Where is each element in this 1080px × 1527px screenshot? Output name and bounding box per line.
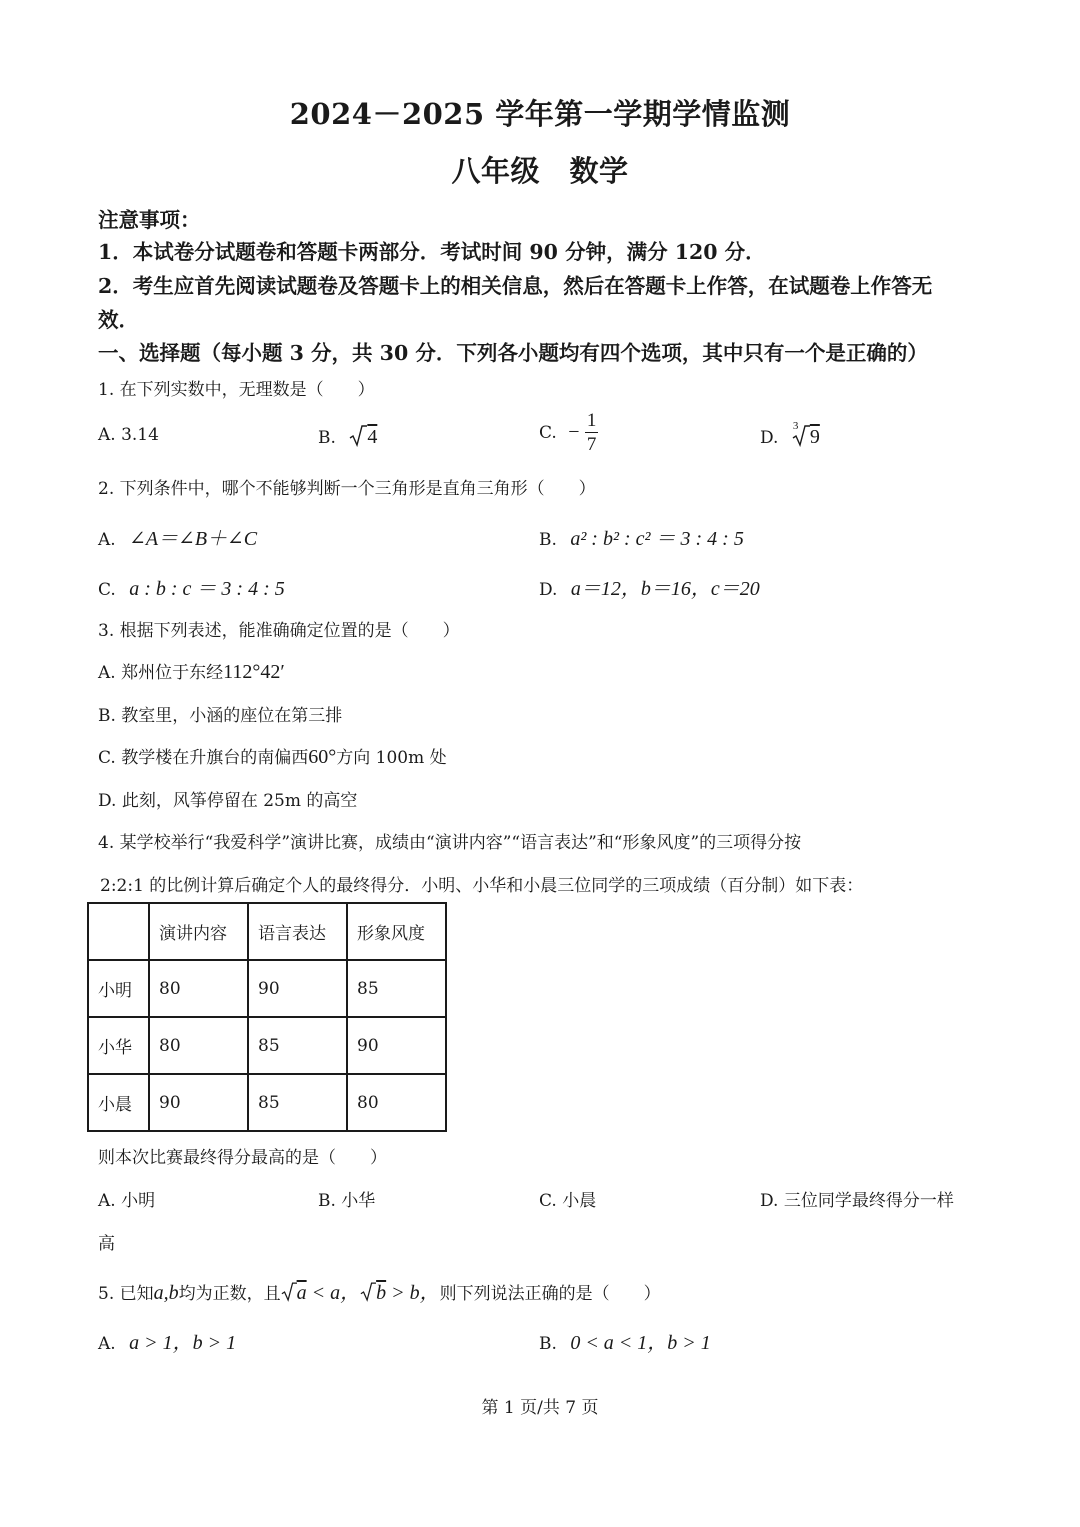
q1-option-d-radicand: 9 bbox=[809, 426, 820, 448]
q5-condition-1-rest: < a， bbox=[311, 1282, 361, 1304]
q5-stem-post: 则下列说法正确的是（ ） bbox=[439, 1284, 661, 1304]
q1-option-d-index: 3 bbox=[792, 420, 799, 432]
q2-option-b-expr: a² : b² : c² ＝ 3 : 4 : 5 bbox=[570, 528, 744, 550]
q4-question: 则本次比赛最终得分最高的是（ ） bbox=[98, 1148, 387, 1168]
q3-option-c-math: 60° bbox=[308, 746, 337, 768]
score-table-header: 演讲内容 bbox=[149, 903, 248, 960]
q4-option-d: D. 三位同学最终得分一样 bbox=[760, 1191, 954, 1211]
note-item-2: 2．考生应首先阅读试题卷及答题卡上的相关信息，然后在答题卡上作答，在试题卷上作答无 bbox=[98, 274, 933, 298]
q1-option-b-radicand: 4 bbox=[367, 426, 378, 448]
q2-option-d-expr: a＝12，b＝16，c＝20 bbox=[570, 578, 760, 600]
q2-option-b-label: B. bbox=[539, 530, 557, 550]
table-cell: 90 bbox=[248, 960, 347, 1017]
q5-option-a-expr: a > 1，b > 1 bbox=[129, 1332, 237, 1354]
q3-option-d: D. 此刻，风筝停留在 25m 的高空 bbox=[98, 791, 358, 811]
score-table-corner bbox=[88, 903, 149, 960]
exam-title: 2024－2025 学年第一学期学情监测 bbox=[289, 97, 791, 131]
q5-condition-2-radicand: $\overline{b}$ bbox=[376, 1282, 387, 1304]
q2-option-c-label: C. bbox=[98, 580, 116, 600]
q1-option-c-denominator: 7 bbox=[586, 433, 597, 455]
q5-stem bbox=[98, 1276, 661, 1305]
q2-option-d bbox=[539, 572, 760, 601]
q5-stem-vars: a,b bbox=[153, 1282, 179, 1304]
q5-stem-pre: 5. 已知 bbox=[98, 1284, 154, 1304]
q3-option-a-math: 112°42′ bbox=[223, 661, 285, 683]
q4-option-b: B. 小华 bbox=[318, 1191, 376, 1211]
q4-option-c: C. 小晨 bbox=[539, 1191, 597, 1211]
table-cell-name: 小明 bbox=[88, 960, 149, 1017]
q1-option-c bbox=[539, 411, 598, 455]
q1-option-a: A. 3.14 bbox=[98, 425, 159, 445]
q2-option-b bbox=[539, 522, 744, 551]
score-table bbox=[87, 902, 447, 1132]
table-row bbox=[88, 960, 446, 1017]
exam-subtitle: 八年级 数学 bbox=[451, 154, 629, 188]
q3-option-a-text: A. 郑州位于东经 bbox=[98, 663, 224, 683]
q1-option-c-fraction bbox=[585, 411, 599, 455]
table-cell: 85 bbox=[347, 960, 446, 1017]
q1-option-c-numerator: 1 bbox=[586, 410, 597, 431]
table-cell: 80 bbox=[149, 1017, 248, 1074]
q2-stem: 2. 下列条件中，哪个不能够判断一个三角形是直角三角形（ ） bbox=[98, 479, 596, 499]
table-cell: 80 bbox=[347, 1074, 446, 1131]
q2-option-d-label: D. bbox=[539, 580, 558, 600]
table-cell-name: 小晨 bbox=[88, 1074, 149, 1131]
table-row bbox=[88, 1074, 446, 1131]
table-row bbox=[88, 1017, 446, 1074]
q5-option-a bbox=[98, 1326, 236, 1355]
q1-option-d bbox=[760, 420, 820, 449]
table-cell: 90 bbox=[347, 1017, 446, 1074]
q2-option-c bbox=[98, 572, 285, 601]
q2-option-a-label: A. bbox=[98, 530, 116, 550]
q4-stem-line1: 4. 某学校举行“我爱科学”演讲比赛，成绩由“演讲内容”“语言表达”和“形象风度”的三项得分按 bbox=[98, 833, 802, 853]
q2-option-c-expr: a : b : c ＝ 3 : 4 : 5 bbox=[129, 578, 285, 600]
table-cell: 80 bbox=[149, 960, 248, 1017]
q1-option-d-label: D. bbox=[760, 428, 779, 448]
q1-option-d-math bbox=[792, 420, 820, 449]
q4-stem-line2: 2:2:1 的比例计算后确定个人的最终得分．小明、小华和小晨三位同学的三项成绩（百分制）如下表： bbox=[100, 876, 864, 896]
sqrt-icon bbox=[349, 425, 367, 447]
score-table-header: 语言表达 bbox=[248, 903, 347, 960]
q3-option-c-tail: 方向 100m 处 bbox=[336, 748, 447, 768]
q5-condition-1 bbox=[281, 1282, 361, 1304]
q2-option-a-expr: ∠A＝∠B＋∠C bbox=[129, 528, 258, 550]
q1-option-b-math bbox=[349, 426, 377, 448]
q3-option-a bbox=[98, 658, 285, 684]
q5-condition-2-rest: > b， bbox=[391, 1282, 440, 1304]
q5-option-b bbox=[539, 1326, 711, 1355]
q5-condition-2 bbox=[360, 1282, 440, 1304]
q3-stem: 3. 根据下列表述，能准确确定位置的是（ ） bbox=[98, 621, 460, 641]
q5-stem-mid: 均为正数，且 bbox=[178, 1284, 281, 1304]
q3-option-c-text: C. 教学楼在升旗台的南偏西 bbox=[98, 748, 309, 768]
table-cell: 90 bbox=[149, 1074, 248, 1131]
q3-option-c bbox=[98, 743, 447, 769]
note-item-1: 1．本试卷分试题卷和答题卡两部分．考试时间 90 分钟，满分 120 分． bbox=[98, 240, 766, 264]
page-number: 第 1 页/共 7 页 bbox=[481, 1398, 599, 1418]
q1-option-b bbox=[318, 425, 377, 449]
q1-option-c-sign: − bbox=[568, 421, 580, 444]
q3-option-b: B. 教室里，小涵的座位在第三排 bbox=[98, 706, 343, 726]
q5-option-b-label: B. bbox=[539, 1334, 557, 1354]
q5-condition-1-radicand: $\overline{a}$ bbox=[296, 1282, 307, 1304]
sqrt-icon bbox=[281, 1281, 297, 1303]
table-cell: 85 bbox=[248, 1017, 347, 1074]
q5-option-b-expr: 0 < a < 1，b > 1 bbox=[570, 1332, 711, 1354]
score-table-header: 形象风度 bbox=[347, 903, 446, 960]
q1-option-c-label: C. bbox=[539, 422, 557, 443]
table-cell-name: 小华 bbox=[88, 1017, 149, 1074]
section-heading: 一、选择题（每小题 3 分，共 30 分．下列各小题均有四个选项，其中只有一个是正确的） bbox=[98, 341, 928, 365]
q1-stem: 1. 在下列实数中，无理数是（ ） bbox=[98, 380, 375, 400]
q4-option-d-wrap: 高 bbox=[98, 1234, 115, 1254]
q5-option-a-label: A. bbox=[98, 1334, 116, 1354]
sqrt-icon bbox=[360, 1281, 376, 1303]
score-table-header-row bbox=[88, 903, 446, 960]
notes-heading: 注意事项： bbox=[98, 208, 201, 232]
q1-option-b-label: B. bbox=[318, 428, 336, 448]
q2-option-a bbox=[98, 522, 257, 551]
note-item-2-wrap: 效． bbox=[98, 308, 139, 332]
table-cell: 85 bbox=[248, 1074, 347, 1131]
q4-option-a: A. 小明 bbox=[98, 1191, 156, 1211]
